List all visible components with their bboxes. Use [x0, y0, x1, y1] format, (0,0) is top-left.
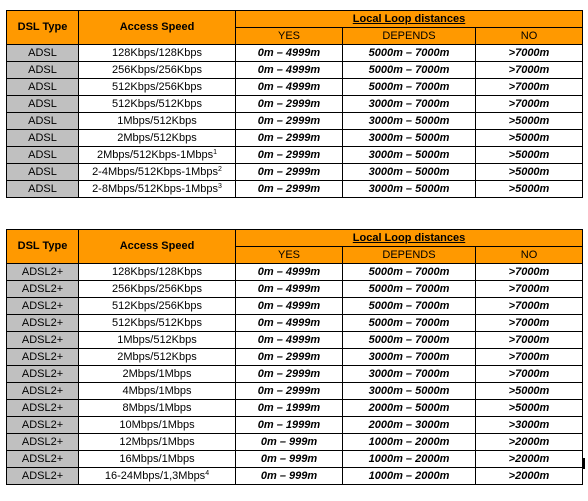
access-speed-cell — [79, 281, 236, 298]
no-distance-cell: >2000m — [476, 451, 583, 468]
dsl-type-header: DSL Type — [7, 11, 79, 45]
no-distance-cell: >7000m — [476, 315, 583, 332]
yes-distance-cell: 0m – 2999m — [236, 366, 343, 383]
dsl-type-cell: ADSL2+ — [7, 468, 79, 485]
footnote-marker: 4 — [205, 469, 210, 477]
dsl-type-cell: ADSL — [7, 130, 79, 147]
depends-distance-cell: 3000m – 5000m — [343, 181, 476, 198]
dsl-type-cell: ADSL — [7, 164, 79, 181]
table-row — [7, 315, 583, 332]
speed-text: 128Kbps/128Kbps — [112, 46, 202, 59]
access-speed-cell — [79, 383, 236, 400]
speed-text: 256Kbps/256Kbps — [112, 63, 202, 76]
access-speed-cell — [79, 45, 236, 62]
depends-header: DEPENDS — [343, 247, 476, 264]
footnote-marker: 2 — [218, 165, 222, 173]
table-row — [7, 96, 583, 113]
access-speed-cell — [79, 468, 236, 485]
access-speed-cell — [79, 130, 236, 147]
depends-distance-cell: 1000m – 2000m — [343, 468, 476, 485]
speed-text: 2Mbps/512Kbps — [117, 350, 197, 363]
dsl-type-cell: ADSL2+ — [7, 400, 79, 417]
access-speed-cell — [79, 315, 236, 332]
access-speed-cell — [79, 349, 236, 366]
speed-text: 12Mbps/1Mbps — [119, 435, 195, 448]
speed-text: 256Kbps/256Kbps — [112, 282, 202, 295]
access-speed-cell — [79, 298, 236, 315]
yes-distance-cell: 0m – 4999m — [236, 315, 343, 332]
dsl-type-cell: ADSL — [7, 113, 79, 130]
speed-text: 2Mbps/512Kbps — [117, 131, 197, 144]
adsl2plus-table — [6, 229, 583, 485]
yes-distance-cell: 0m – 2999m — [236, 130, 343, 147]
adsl-table — [6, 10, 583, 198]
depends-distance-cell: 3000m – 7000m — [343, 349, 476, 366]
depends-distance-cell: 5000m – 7000m — [343, 62, 476, 79]
no-distance-cell: >5000m — [476, 164, 583, 181]
table-row — [7, 332, 583, 349]
yes-distance-cell: 0m – 4999m — [236, 79, 343, 96]
access-speed-cell — [79, 113, 236, 130]
dsl-type-cell: ADSL2+ — [7, 451, 79, 468]
dsl-type-cell: ADSL — [7, 62, 79, 79]
depends-distance-cell: 3000m – 7000m — [343, 366, 476, 383]
dsl-type-cell: ADSL — [7, 79, 79, 96]
yes-header: YES — [236, 28, 343, 45]
yes-distance-cell: 0m – 999m — [236, 451, 343, 468]
dsl-type-cell: ADSL — [7, 147, 79, 164]
depends-distance-cell: 2000m – 3000m — [343, 417, 476, 434]
no-distance-cell: >7000m — [476, 96, 583, 113]
speed-text: 4Mbps/1Mbps — [122, 384, 192, 397]
dsl-type-cell: ADSL — [7, 45, 79, 62]
yes-distance-cell: 0m – 1999m — [236, 400, 343, 417]
speed-text: 512Kbps/512Kbps — [112, 316, 202, 329]
no-distance-cell: >2000m — [476, 434, 583, 451]
yes-distance-cell: 0m – 2999m — [236, 147, 343, 164]
speed-text: 2-8Mbps/512Kbps-1Mbps — [92, 182, 219, 195]
access-speed-cell — [79, 332, 236, 349]
yes-distance-cell: 0m – 4999m — [236, 264, 343, 281]
access-speed-cell — [79, 417, 236, 434]
depends-distance-cell: 1000m – 2000m — [343, 451, 476, 468]
yes-header: YES — [236, 247, 343, 264]
yes-distance-cell: 0m – 2999m — [236, 349, 343, 366]
dsl-type-cell: ADSL2+ — [7, 366, 79, 383]
footnote-marker: 3 — [218, 182, 222, 190]
access-speed-cell — [79, 181, 236, 198]
table-row — [7, 400, 583, 417]
table-row — [7, 468, 583, 485]
access-speed-cell — [79, 164, 236, 181]
access-speed-header: Access Speed — [79, 11, 236, 45]
depends-distance-cell: 5000m – 7000m — [343, 332, 476, 349]
dsl-type-cell: ADSL2+ — [7, 298, 79, 315]
speed-text: 2Mbps/512Kbps-1Mbps — [96, 148, 214, 161]
speed-text: 128Kbps/128Kbps — [112, 265, 202, 278]
depends-distance-cell: 5000m – 7000m — [343, 79, 476, 96]
table-row — [7, 366, 583, 383]
depends-header: DEPENDS — [343, 28, 476, 45]
table-row — [7, 113, 583, 130]
speed-text: 1Mbps/512Kbps — [117, 333, 197, 346]
table-row — [7, 383, 583, 400]
local-loop-header: Local Loop distances — [236, 11, 583, 28]
no-distance-cell: >7000m — [476, 281, 583, 298]
no-distance-cell: >7000m — [476, 62, 583, 79]
table-row — [7, 417, 583, 434]
speed-text: 512Kbps/512Kbps — [112, 97, 202, 110]
dsl-type-cell: ADSL — [7, 96, 79, 113]
yes-distance-cell: 0m – 4999m — [236, 298, 343, 315]
table-row — [7, 147, 583, 164]
table-row — [7, 181, 583, 198]
speed-text: 8Mbps/1Mbps — [122, 401, 192, 414]
depends-distance-cell: 5000m – 7000m — [343, 281, 476, 298]
no-distance-cell: >7000m — [476, 349, 583, 366]
no-distance-cell: >3000m — [476, 417, 583, 434]
dsl-type-cell: ADSL2+ — [7, 315, 79, 332]
table-row — [7, 130, 583, 147]
edge-marker — [582, 458, 585, 469]
dsl-type-cell: ADSL2+ — [7, 417, 79, 434]
speed-text: 16-24Mbps/1,3Mbps — [104, 469, 206, 482]
dsl-type-cell: ADSL2+ — [7, 383, 79, 400]
yes-distance-cell: 0m – 1999m — [236, 417, 343, 434]
access-speed-cell — [79, 147, 236, 164]
yes-distance-cell: 0m – 2999m — [236, 181, 343, 198]
table-row — [7, 298, 583, 315]
yes-distance-cell: 0m – 2999m — [236, 164, 343, 181]
depends-distance-cell: 5000m – 7000m — [343, 45, 476, 62]
no-distance-cell: >5000m — [476, 400, 583, 417]
no-header: NO — [476, 247, 583, 264]
no-distance-cell: >7000m — [476, 45, 583, 62]
depends-distance-cell: 3000m – 5000m — [343, 130, 476, 147]
table-row — [7, 264, 583, 281]
no-distance-cell: >5000m — [476, 130, 583, 147]
depends-distance-cell: 3000m – 5000m — [343, 113, 476, 130]
no-distance-cell: >5000m — [476, 147, 583, 164]
dsl-type-cell: ADSL2+ — [7, 281, 79, 298]
depends-distance-cell: 3000m – 5000m — [343, 147, 476, 164]
no-distance-cell: >5000m — [476, 113, 583, 130]
no-distance-cell: >7000m — [476, 366, 583, 383]
table-row — [7, 164, 583, 181]
speed-text: 2-4Mbps/512Kbps-1Mbps — [92, 165, 219, 178]
dsl-type-header: DSL Type — [7, 230, 79, 264]
speed-text: 512Kbps/256Kbps — [112, 299, 202, 312]
access-speed-cell — [79, 79, 236, 96]
no-distance-cell: >7000m — [476, 264, 583, 281]
depends-distance-cell: 3000m – 5000m — [343, 164, 476, 181]
local-loop-header: Local Loop distances — [236, 230, 583, 247]
access-speed-cell — [79, 366, 236, 383]
table-row — [7, 281, 583, 298]
yes-distance-cell: 0m – 2999m — [236, 383, 343, 400]
table-row — [7, 434, 583, 451]
depends-distance-cell: 3000m – 5000m — [343, 383, 476, 400]
speed-text: 2Mbps/1Mbps — [122, 367, 192, 380]
yes-distance-cell: 0m – 4999m — [236, 62, 343, 79]
speed-text: 10Mbps/1Mbps — [119, 418, 195, 431]
dsl-type-cell: ADSL2+ — [7, 434, 79, 451]
depends-distance-cell: 1000m – 2000m — [343, 434, 476, 451]
access-speed-cell — [79, 434, 236, 451]
depends-distance-cell: 5000m – 7000m — [343, 315, 476, 332]
depends-distance-cell: 2000m – 5000m — [343, 400, 476, 417]
table-row — [7, 451, 583, 468]
speed-text: 512Kbps/256Kbps — [112, 80, 202, 93]
access-speed-cell — [79, 451, 236, 468]
dsl-type-cell: ADSL — [7, 181, 79, 198]
dsl-type-cell: ADSL2+ — [7, 264, 79, 281]
access-speed-cell — [79, 62, 236, 79]
table-row — [7, 79, 583, 96]
yes-distance-cell: 0m – 2999m — [236, 113, 343, 130]
dsl-type-cell: ADSL2+ — [7, 349, 79, 366]
no-distance-cell: >5000m — [476, 383, 583, 400]
yes-distance-cell: 0m – 4999m — [236, 45, 343, 62]
no-distance-cell: >7000m — [476, 332, 583, 349]
access-speed-cell — [79, 264, 236, 281]
access-speed-header: Access Speed — [79, 230, 236, 264]
no-distance-cell: >7000m — [476, 298, 583, 315]
depends-distance-cell: 5000m – 7000m — [343, 264, 476, 281]
depends-distance-cell: 5000m – 7000m — [343, 298, 476, 315]
table-row — [7, 349, 583, 366]
yes-distance-cell: 0m – 4999m — [236, 281, 343, 298]
depends-distance-cell: 3000m – 7000m — [343, 96, 476, 113]
no-distance-cell: >5000m — [476, 181, 583, 198]
table-row — [7, 62, 583, 79]
no-distance-cell: >2000m — [476, 468, 583, 485]
access-speed-cell — [79, 400, 236, 417]
yes-distance-cell: 0m – 2999m — [236, 96, 343, 113]
dsl-type-cell: ADSL2+ — [7, 332, 79, 349]
no-distance-cell: >7000m — [476, 79, 583, 96]
no-header: NO — [476, 28, 583, 45]
speed-text: 16Mbps/1Mbps — [119, 452, 195, 465]
access-speed-cell — [79, 96, 236, 113]
footnote-marker: 1 — [213, 148, 218, 156]
yes-distance-cell: 0m – 999m — [236, 468, 343, 485]
yes-distance-cell: 0m – 4999m — [236, 332, 343, 349]
yes-distance-cell: 0m – 999m — [236, 434, 343, 451]
speed-text: 1Mbps/512Kbps — [117, 114, 197, 127]
table-row — [7, 45, 583, 62]
